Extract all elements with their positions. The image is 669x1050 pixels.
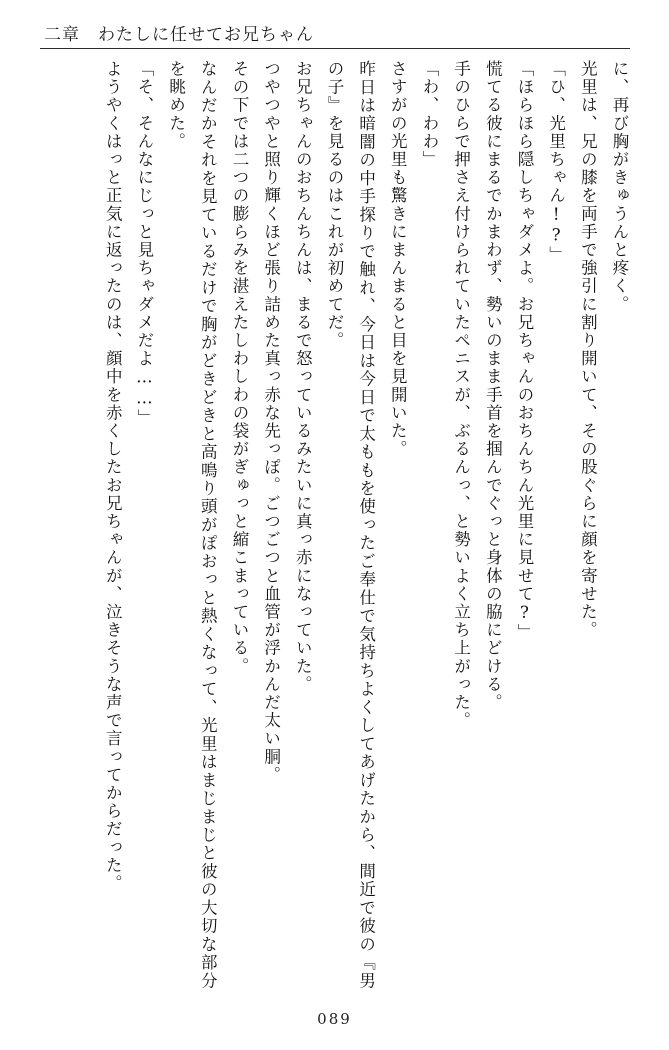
paragraph: さすがの光里も驚きにまんまると目を見開いた。	[388, 60, 408, 459]
paragraph: つやつやと照り輝くほど張り詰めた真っ赤な先っぽ。ごつごつと血管が浮かんだ太い胴。	[261, 60, 281, 784]
paragraph: お兄ちゃんのおちんちんは、まるで怒っているみたいに真っ赤になっていた。	[293, 60, 313, 694]
running-header	[44, 20, 314, 45]
paragraph: 慌てる彼にまるでかまわず、勢いのまま手首を掴んでぐっと身体の脇にどける。	[483, 60, 503, 712]
paragraph: なんだかそれを見ているだけで胸がどきどきと高鳴り頭がぽおっと熱くなって、光里はまじまじと彼の大切な部分を眺めた。	[166, 60, 218, 990]
chapter-number: 二章	[44, 25, 80, 45]
paragraph: 「ほらほら隠しちゃダメよ。お兄ちゃんのおちんちん光里に見せて?」	[514, 60, 534, 642]
page-number: 089	[317, 1010, 352, 1028]
paragraph: 「わ、わわ」	[419, 60, 439, 169]
paragraph: 「ひ、光里ちゃん!?」	[546, 60, 566, 265]
paragraph: 手のひらで押さえ付けられていたペニスが、ぶるんっ、と勢いよく立ち上がった。	[451, 60, 471, 730]
chapter-title: わたしに任せてお兄ちゃん	[98, 25, 314, 45]
page-body-text	[35, 60, 635, 990]
paragraph: 光里は、兄の膝を両手で強引に割り開いて、その股ぐらに顔を寄せた。	[578, 60, 598, 640]
paragraph: 昨日は暗闇の中手探りで触れ、今日は今日で太ももを使ったご奉仕で気持ちよくしてあげたから、間近で彼の『男の子』を見るのはこれが初めてだ。	[324, 60, 376, 990]
paragraph: 「そ、そんなにじっと見ちゃダメだよ……」	[134, 60, 154, 427]
paragraph: に、再び胸がきゅうんと疼く。	[610, 60, 629, 314]
header-divider	[40, 48, 630, 49]
paragraph: ようやくはっと正気に返ったのは、顔中を赤くしたお兄ちゃんが、泣きそうな声で言ってからだった。	[103, 60, 123, 893]
paragraph: その下では二つの膨らみを湛えたしわしわの袋がぎゅっと縮こまっている。	[229, 60, 249, 676]
